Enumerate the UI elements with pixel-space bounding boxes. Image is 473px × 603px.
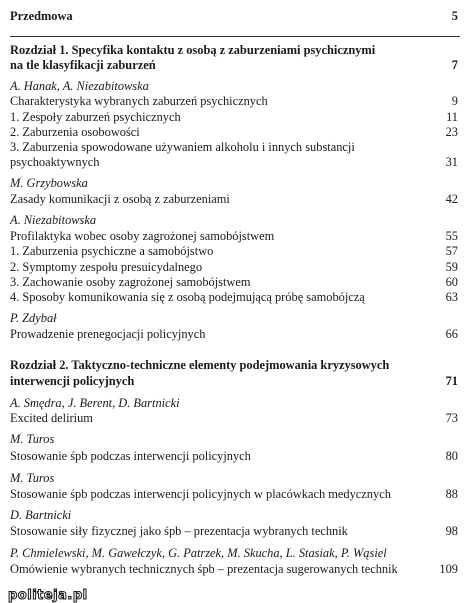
toc-title: Omówienie wybranych technicznych śpb – prezentacja sugerowanych technik xyxy=(10,562,398,576)
toc-entry xyxy=(10,244,458,259)
toc-author: M. Turos xyxy=(10,471,55,485)
toc-title: Zasady komunikacji z osobą z zaburzeniami xyxy=(10,192,230,206)
toc-title: Przedmowa xyxy=(10,9,73,23)
toc-page-number: 73 xyxy=(445,411,458,425)
toc-title: Stosowanie śpb podczas interwencji policyjnych xyxy=(10,449,251,463)
toc-page-number: 11 xyxy=(446,110,458,124)
toc-title: 3. Zaburzenia spowodowane używaniem alkoholu i innych substancji xyxy=(10,140,355,154)
toc-title: Stosowanie siły fizycznej jako śpb – prezentacja wybranych technik xyxy=(10,524,348,538)
toc-entry xyxy=(10,471,458,486)
toc-page-number: 42 xyxy=(445,192,458,206)
toc-entry xyxy=(10,311,458,326)
toc-title: interwencji policyjnych xyxy=(10,374,135,388)
toc-entry xyxy=(10,155,458,170)
toc-entry xyxy=(10,229,458,244)
toc-entry xyxy=(10,524,458,539)
toc-title: 1. Zaburzenia psychiczne a samobójstwo xyxy=(10,244,214,258)
toc-page-number: 31 xyxy=(445,155,458,169)
toc-entry xyxy=(10,562,458,577)
toc-author: A. Smędra, J. Berent, D. Bartnicki xyxy=(10,396,180,410)
toc-entry xyxy=(10,432,458,447)
toc-entry xyxy=(10,260,458,275)
toc-entry xyxy=(10,110,458,125)
toc-page-number: 71 xyxy=(445,374,458,388)
toc-title: Charakterystyka wybranych zaburzeń psychicznych xyxy=(10,94,268,108)
toc-page-number: 5 xyxy=(451,9,458,23)
toc-entry xyxy=(10,358,458,373)
toc-page-number: 63 xyxy=(445,290,458,304)
toc-title: Stosowanie śpb podczas interwencji policyjnych w placówkach medycznych xyxy=(10,487,391,501)
toc-entry xyxy=(10,43,458,58)
toc-title: 2. Symptomy zespołu presuicydalnego xyxy=(10,260,203,274)
toc-page-number: 88 xyxy=(445,487,458,501)
publisher-watermark: politeja.pl xyxy=(8,588,88,603)
toc-page-number: 66 xyxy=(445,327,458,341)
toc-title: 2. Zaburzenia osobowości xyxy=(10,125,140,139)
toc-entry xyxy=(10,546,458,561)
toc-entry xyxy=(10,176,458,191)
toc-entry xyxy=(10,275,458,290)
toc-entry xyxy=(10,213,458,228)
toc-title: Rozdział 1. Specyfika kontaktu z osobą z zaburzeniami psychicznymi xyxy=(10,43,376,57)
toc-title: Profilaktyka wobec osoby zagrożonej samobójstwem xyxy=(10,229,275,243)
toc-author: P. Zdybał xyxy=(10,311,57,325)
toc-entry xyxy=(10,374,458,389)
toc-author: A. Hanak, A. Niezabitowska xyxy=(10,79,149,93)
toc-entry xyxy=(10,290,458,305)
toc-page-number: 57 xyxy=(445,244,458,258)
toc-page-number: 60 xyxy=(445,275,458,289)
toc-page-number: 55 xyxy=(445,229,458,243)
toc-entry xyxy=(10,396,458,411)
toc-author: D. Bartnicki xyxy=(10,508,72,522)
toc-page-number: 9 xyxy=(451,94,458,108)
toc-title: Excited delirium xyxy=(10,411,93,425)
toc-page-number: 98 xyxy=(445,524,458,538)
toc-author: M. Turos xyxy=(10,432,55,446)
toc-entry xyxy=(10,140,458,155)
toc-page-number: 109 xyxy=(439,562,458,576)
toc-page-number: 80 xyxy=(445,449,458,463)
toc-page-number: 59 xyxy=(445,260,458,274)
toc-entry xyxy=(10,125,458,140)
toc-entry xyxy=(10,449,458,464)
toc-entry xyxy=(10,94,458,109)
toc-page-number: 7 xyxy=(451,58,458,72)
top-rule xyxy=(10,36,460,37)
toc-entry xyxy=(10,58,458,73)
toc-author: P. Chmielewski, M. Gawełczyk, G. Patrzek, M. Skucha, L. Stasiak, P. Wąsiel xyxy=(10,546,387,560)
toc-entry xyxy=(10,508,458,523)
toc-entry xyxy=(10,327,458,342)
toc-title: na tle klasyfikacji zaburzeń xyxy=(10,58,156,72)
toc-title: psychoaktywnych xyxy=(10,155,100,169)
toc-author: A. Niezabitowska xyxy=(10,213,97,227)
toc-title: Rozdział 2. Taktyczno-techniczne elementy podejmowania kryzysowych xyxy=(10,358,390,372)
toc-author: M. Grzybowska xyxy=(10,176,88,190)
toc-title: Prowadzenie prenegocjacji policyjnych xyxy=(10,327,206,341)
toc-title: 1. Zespoły zaburzeń psychicznych xyxy=(10,110,181,124)
toc-page-number: 23 xyxy=(445,125,458,139)
toc-entry xyxy=(10,192,458,207)
toc-entry xyxy=(10,411,458,426)
toc-entry xyxy=(10,487,458,502)
toc-title: 3. Zachowanie osoby zagrożonej samobójstwem xyxy=(10,275,251,289)
toc-entry xyxy=(10,9,458,24)
toc-title: 4. Sposoby komunikowania się z osobą podejmującą próbę samobójczą xyxy=(10,290,365,304)
toc-entry xyxy=(10,79,458,94)
